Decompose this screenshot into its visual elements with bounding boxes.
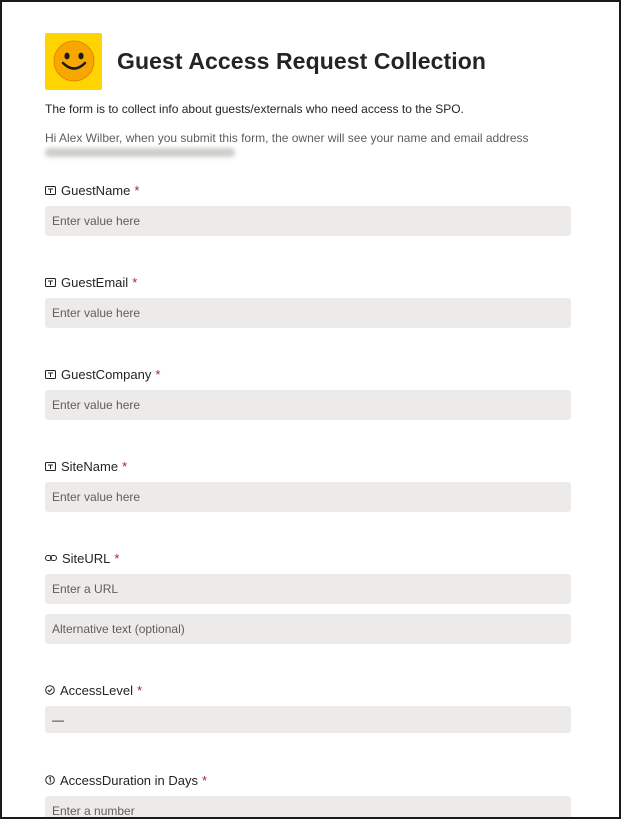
input-placeholder: Enter value here <box>52 306 141 320</box>
form-description: The form is to collect info about guests/externals who need access to the SPO. <box>45 102 464 116</box>
field-label-text: GuestName <box>61 182 131 198</box>
input-placeholder: Alternative text (optional) <box>52 622 185 636</box>
field-access-level <box>45 682 573 733</box>
field-access-duration <box>45 772 573 819</box>
field-label-text: GuestEmail <box>61 274 129 290</box>
text-field-icon <box>45 278 56 287</box>
site-url-alt-text-input[interactable] <box>45 614 571 644</box>
choice-icon <box>45 685 55 695</box>
required-asterisk: * <box>114 550 120 566</box>
text-field-icon <box>45 370 56 379</box>
access-level-select[interactable] <box>45 706 571 733</box>
field-label-text: SiteURL <box>62 550 111 566</box>
owner-note <box>45 130 573 162</box>
field-label <box>45 550 573 566</box>
field-label <box>45 458 573 474</box>
required-asterisk: * <box>122 458 128 474</box>
guest-email-input[interactable] <box>45 298 571 328</box>
field-label <box>45 182 573 198</box>
owner-note-text: Hi Alex Wilber, when you submit this form, the owner will see your name and email address <box>45 131 529 145</box>
required-asterisk: * <box>155 366 161 382</box>
access-duration-input[interactable] <box>45 796 571 819</box>
field-label-text: GuestCompany <box>61 366 152 382</box>
site-url-input[interactable] <box>45 574 571 604</box>
input-placeholder: Enter value here <box>52 398 141 412</box>
input-placeholder: Enter a number <box>52 804 135 818</box>
field-guest-name <box>45 182 573 236</box>
input-placeholder: Enter a URL <box>52 582 119 596</box>
form-header <box>45 32 573 90</box>
text-field-icon <box>45 462 56 471</box>
form-content <box>45 32 573 819</box>
field-label <box>45 682 573 698</box>
field-label <box>45 274 573 290</box>
field-label-text: AccessLevel <box>60 682 133 698</box>
form-title: Guest Access Request Collection <box>117 47 487 74</box>
field-label <box>45 366 573 382</box>
guest-company-input[interactable] <box>45 390 571 420</box>
field-label <box>45 772 573 788</box>
input-placeholder: Enter value here <box>52 214 141 228</box>
field-label-text: AccessDuration in Days <box>60 772 198 788</box>
smiley-icon <box>45 33 102 90</box>
field-site-url <box>45 550 573 644</box>
site-name-input[interactable] <box>45 482 571 512</box>
required-asterisk: * <box>134 182 140 198</box>
link-icon <box>45 554 57 562</box>
text-field-icon <box>45 186 56 195</box>
required-asterisk: * <box>136 682 143 698</box>
blurred-email <box>45 147 573 162</box>
required-asterisk: * <box>202 772 208 788</box>
number-icon <box>45 775 55 785</box>
select-value: — <box>52 712 64 727</box>
field-site-name <box>45 458 573 512</box>
input-placeholder: Enter value here <box>52 490 141 504</box>
field-label-text: SiteName <box>61 458 119 474</box>
field-guest-company <box>45 366 573 420</box>
field-guest-email <box>45 274 573 328</box>
guest-name-input[interactable] <box>45 206 571 236</box>
required-asterisk: * <box>132 274 138 290</box>
